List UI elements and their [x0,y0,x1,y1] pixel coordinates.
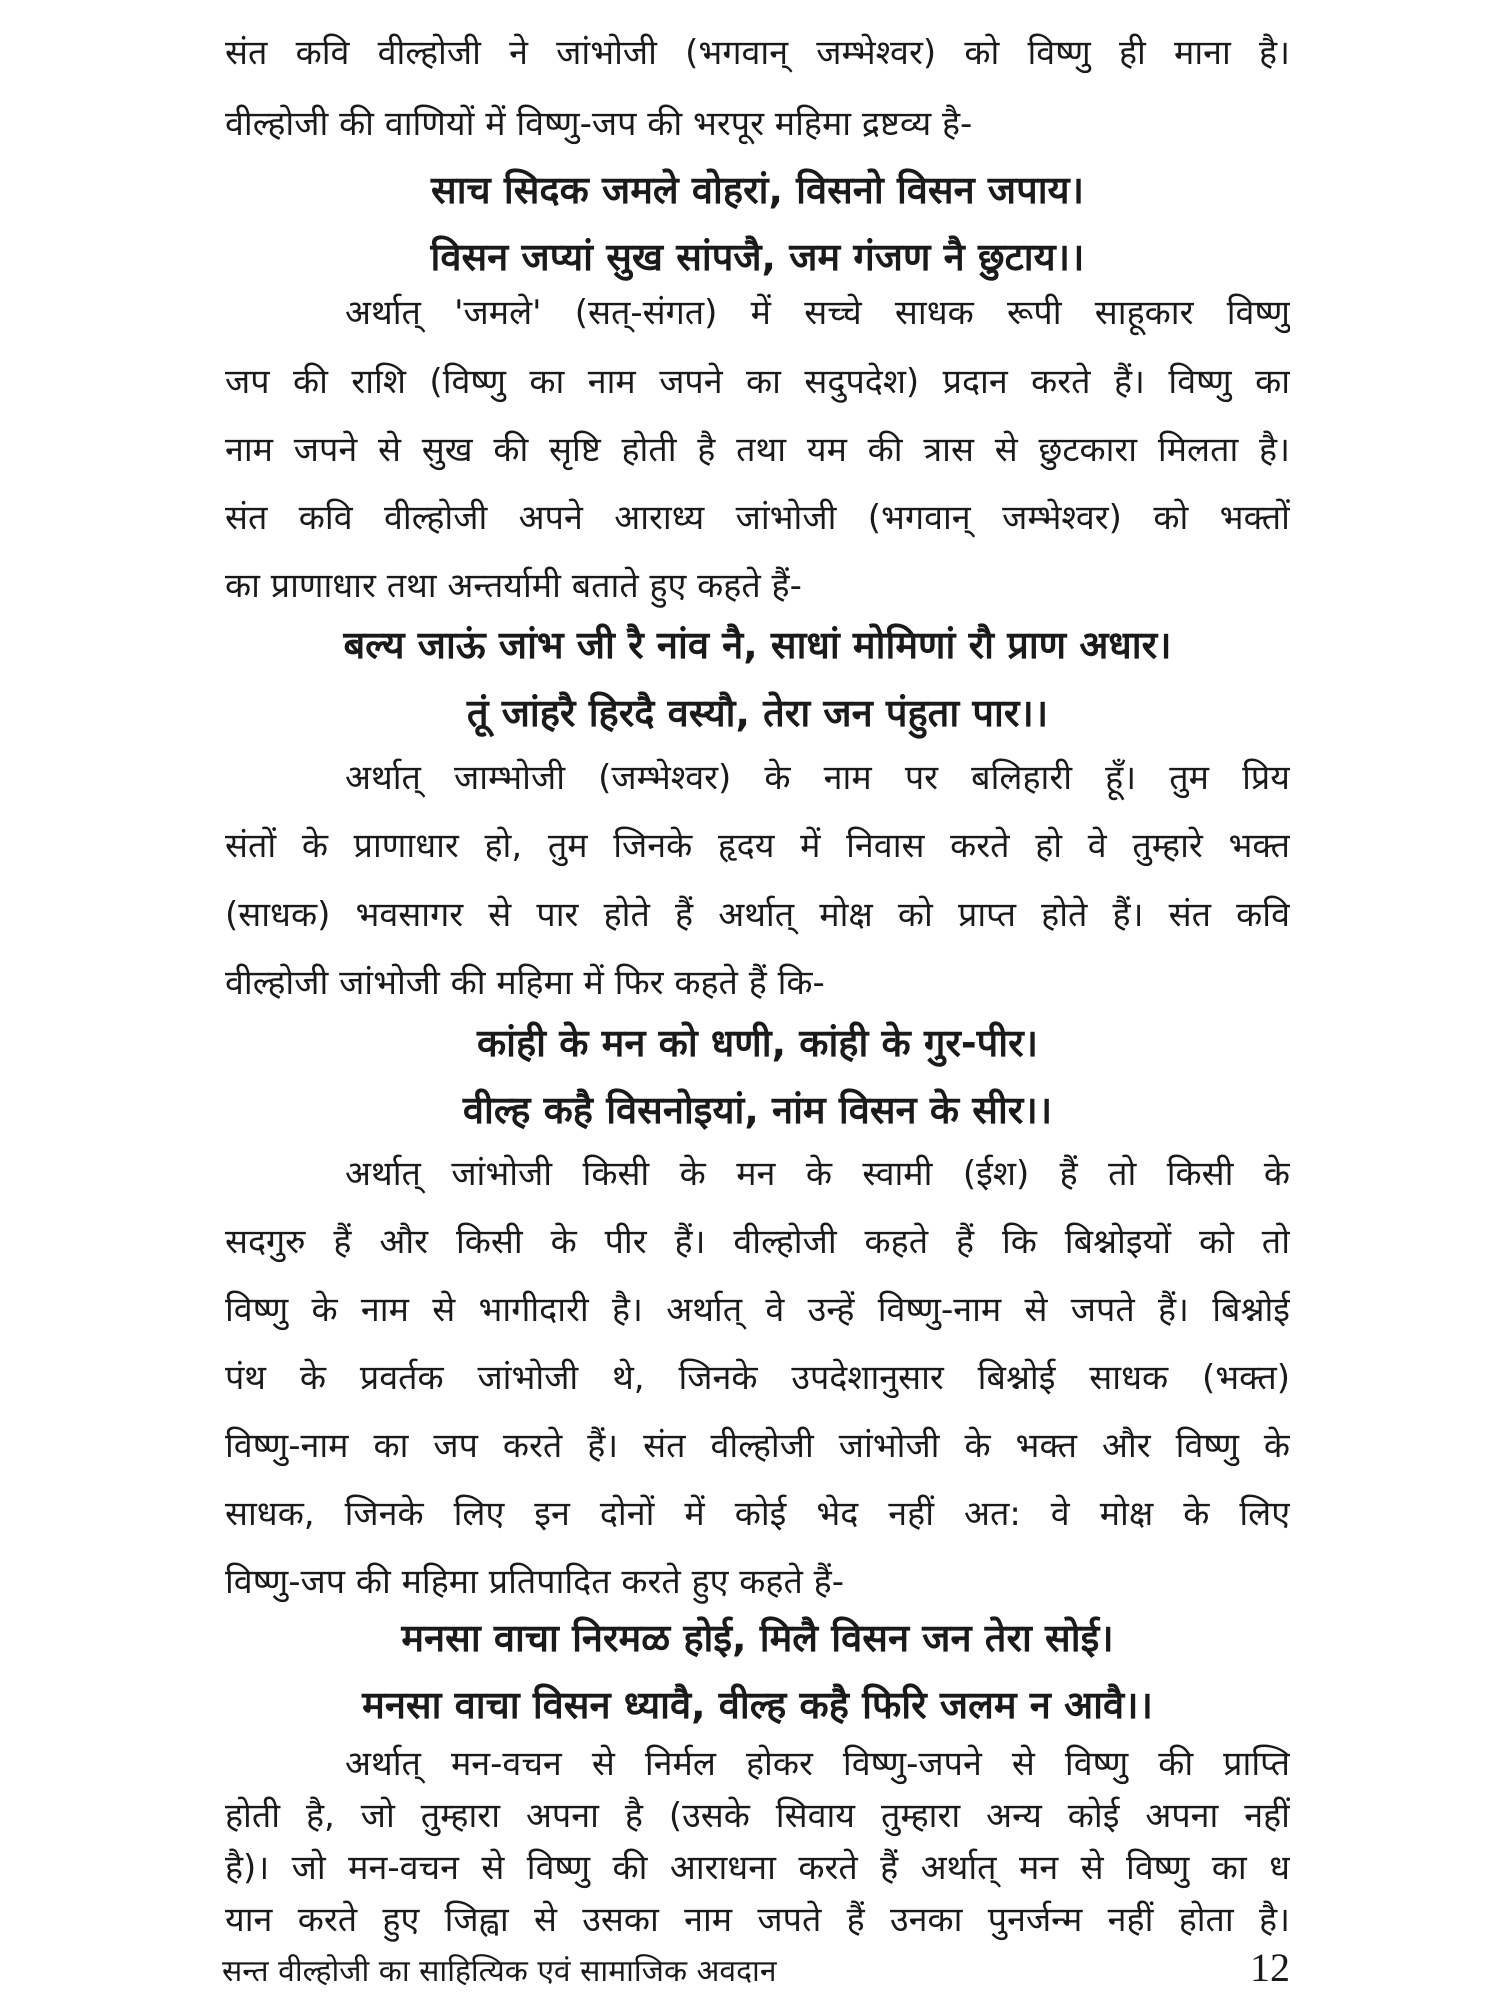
prose-line: अर्थात् जाम्भोजी (जम्भेश्वर) के नाम पर बलिहारी हूँ। तुम प्रिय [345,758,1290,798]
prose-line: अर्थात् जांभोजी किसी के मन के स्वामी (ईश) हैं तो किसी के [345,1154,1290,1194]
prose-line: संत कवि वील्होजी अपने आराध्य जांभोजी (भगवान् जम्भेश्वर) को भक्तों [225,498,1290,538]
page-number: 12 [1250,1945,1290,1990]
prose-line: संतों के प्राणाधार हो, तुम जिनके हृदय में निवास करते हो वे तुम्हारे भक्त [225,826,1290,866]
prose-line: वील्होजी जांभोजी की महिमा में फिर कहते हैं कि- [225,963,825,1003]
prose-line: नाम जपने से सुख की सृष्टि होती है तथा यम की त्रास से छुटकारा मिलता है। [225,430,1290,470]
prose-line: अर्थात् 'जमले' (सत्-संगत) में सच्चे साधक रूपी साहूकार विष्णु [345,293,1290,333]
prose-line: जप की राशि (विष्णु का नाम जपने का सदुपदेश) प्रदान करते हैं। विष्णु का [225,362,1290,402]
prose-line: सदगुरु हैं और किसी के पीर हैं। वील्होजी कहते हैं कि बिश्नोइयों को तो [225,1222,1290,1262]
verse-line: कांही के मन को धणी, कांही के गुर-पीर। [476,1021,1039,1065]
prose-line: विष्णु के नाम से भागीदारी है। अर्थात् वे उन्हें विष्णु-नाम से जपते हैं। बिश्नोई [225,1290,1290,1330]
prose-line: वील्होजी की वाणियों में विष्णु-जप की भरपूर महिमा द्रष्टव्य है- [225,104,973,144]
prose-line: विष्णु-जप की महिमा प्रतिपादित करते हुए कहते हैं- [225,1562,844,1602]
verse-line: मनसा वाचा निरमळ होई, मिलै विसन जन तेरा सोई। [401,1616,1114,1660]
verse-line: विसन जप्यां सुख सांपजै, जम गंजण नै छुटाय।। [430,235,1085,279]
verse-line: बल्य जाऊं जांभ जी रै नांव नै, साधां मोमिणां रौ प्राण अधार। [343,623,1172,667]
verse-line: साच सिदक जमले वोहरां, विसनो विसन जपाय। [431,168,1084,212]
prose-line: का प्राणाधार तथा अन्तर्यामी बताते हुए कहते हैं- [225,566,802,606]
verse-line: तूं जांहरै हिरदै वस्यौ, तेरा जन पंहुता पार।। [466,691,1049,735]
verse-line: वील्ह कहै विसनोइयां, नांम विसन के सीर।। [462,1088,1053,1132]
prose-line: पंथ के प्रवर्तक जांभोजी थे, जिनके उपदेशानुसार बिश्नोई साधक (भक्त) [225,1358,1290,1398]
prose-line: विष्णु-नाम का जप करते हैं। संत वील्होजी जांभोजी के भक्त और विष्णु के [225,1426,1290,1466]
prose-line: होती है, जो तुम्हारा अपना है (उसके सिवाय तुम्हारा अन्य कोई अपना नहीं [225,1796,1290,1836]
prose-line: साधक, जिनके लिए इन दोनों में कोई भेद नहीं अत: वे मोक्ष के लिए [225,1494,1290,1534]
verse-line: मनसा वाचा विसन ध्यावै, वील्ह कहै फिरि जलम न आवै।। [362,1683,1153,1727]
prose-line: संत कवि वील्होजी ने जांभोजी (भगवान् जम्भेश्वर) को विष्णु ही माना है। [225,33,1290,73]
running-footer-title: सन्त वील्होजी का साहित्यिक एवं सामाजिक अवदान [222,1954,777,1989]
prose-line: है)। जो मन-वचन से विष्णु की आराधना करते हैं अर्थात् मन से विष्णु का ध [225,1848,1290,1888]
prose-line: (साधक) भवसागर से पार होते हैं अर्थात् मोक्ष को प्राप्त होते हैं। संत कवि [225,895,1290,935]
prose-line: अर्थात् मन-वचन से निर्मल होकर विष्णु-जपने से विष्णु की प्राप्ति [345,1744,1290,1784]
prose-line: यान करते हुए जिह्वा से उसका नाम जपते हैं उनका पुनर्जन्म नहीं होता है। [225,1900,1290,1940]
